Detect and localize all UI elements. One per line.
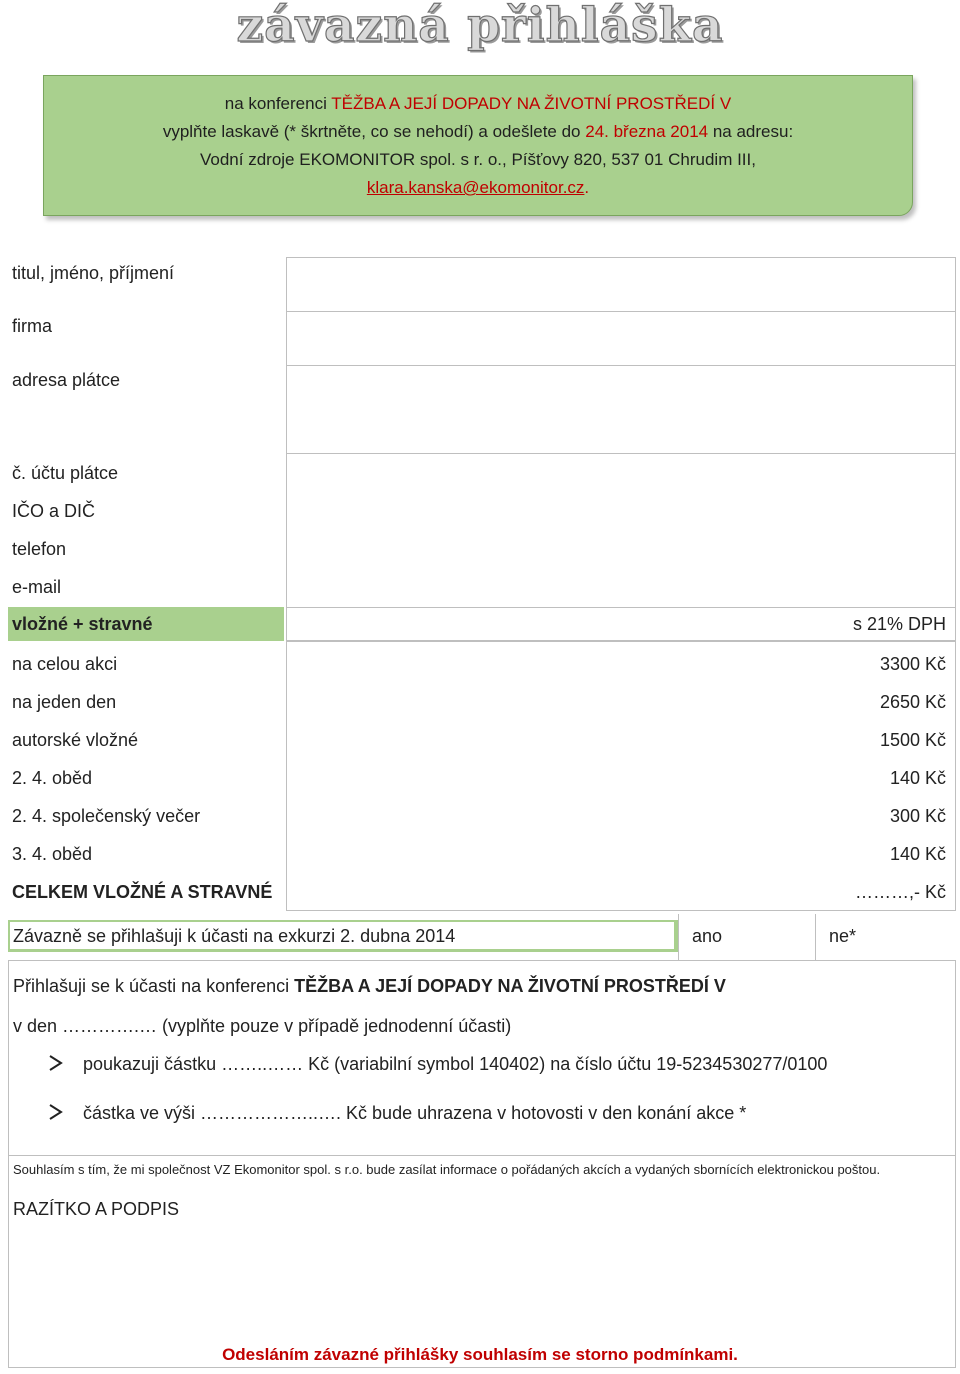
fee-label: na jeden den	[12, 692, 117, 712]
banner-line-2: vyplňte laskavě (* škrtněte, co se nehodí) a odešlete do 24. března 2014 na adresu:	[162, 122, 794, 141]
banner-line-3: Vodní zdroje EKOMONITOR spol. s r. o., Píšťovy 820, 537 01 Chrudim III,	[200, 150, 756, 169]
fee-price: 3300 Kč	[879, 654, 946, 674]
fee-label: 2. 4. oběd	[12, 768, 93, 788]
account-ico-phone-email-field[interactable]	[286, 453, 956, 613]
fees-header-price: s 21% DPH	[852, 614, 946, 634]
fee-label: 3. 4. oběd	[12, 844, 93, 864]
consent-text: Souhlasím s tím, že mi společnost VZ Ekomonitor spol. s r.o. bude zasílat informace o pořádaných akcích a vydaných sbornících elektronickou poštou.	[13, 1162, 881, 1177]
fee-label: 2. 4. společenský večer	[12, 806, 201, 826]
stamp-label: RAZÍTKO A PODPIS	[13, 1199, 180, 1219]
banner-line-4: klara.kanska@ekomonitor.cz.	[366, 178, 590, 197]
signature-section	[8, 1156, 956, 1368]
fees-header-label: vložné + stravné	[12, 614, 153, 634]
info-banner	[43, 75, 913, 216]
name-field[interactable]	[286, 257, 956, 312]
fee-price: 300 Kč	[889, 806, 946, 826]
ico-label: IČO a DIČ	[12, 501, 96, 521]
address-label: adresa plátce	[12, 370, 121, 390]
company-field[interactable]	[286, 311, 956, 366]
arrow-bullet-icon	[48, 1103, 64, 1126]
deadline-date: 24. března 2014	[585, 122, 709, 141]
payment-cash[interactable]: částka ve výši ………………..…. Kč bude uhrazena v hotovosti v den konání akce *	[83, 1103, 747, 1123]
address-field[interactable]	[286, 365, 956, 454]
registration-line-1: Přihlašuji se k účasti na konferenci TĚŽBA A JEJÍ DOPADY NA ŽIVOTNÍ PROSTŘEDÍ V	[13, 976, 726, 996]
registration-event: TĚŽBA A JEJÍ DOPADY NA ŽIVOTNÍ PROSTŘEDÍ V	[294, 976, 726, 996]
registration-line-2[interactable]: v den ………….… (vyplňte pouze v případě jednodenní účasti)	[13, 1016, 512, 1036]
storno-notice: Odesláním závazné přihlášky souhlasím se storno podmínkami.	[222, 1345, 738, 1364]
account-label: č. účtu plátce	[12, 463, 119, 483]
fee-label: autorské vložné	[12, 730, 139, 750]
fees-table[interactable]	[286, 641, 956, 911]
excursion-no[interactable]: ne*	[829, 926, 857, 946]
total-value[interactable]: ………,- Kč	[854, 882, 946, 902]
phone-label: telefon	[12, 539, 67, 559]
arrow-bullet-icon	[48, 1054, 64, 1077]
email-label: e-mail	[12, 577, 62, 597]
event-name: TĚŽBA A JEJÍ DOPADY NA ŽIVOTNÍ PROSTŘEDÍ V	[331, 94, 732, 113]
total-label: CELKEM VLOŽNÉ A STRAVNÉ	[12, 882, 273, 902]
fee-price: 140 Kč	[889, 768, 946, 788]
page-title: závazná přihláška	[236, 0, 724, 53]
fee-price: 2650 Kč	[879, 692, 946, 712]
fee-label: na celou akci	[12, 654, 118, 674]
fee-price: 140 Kč	[889, 844, 946, 864]
excursion-text: Závazně se přihlašuji k účasti na exkurzi 2. dubna 2014	[13, 926, 456, 946]
fee-price: 1500 Kč	[879, 730, 946, 750]
excursion-yes[interactable]: ano	[692, 926, 723, 946]
payment-transfer[interactable]: poukazuji částku ……..…… Kč (variabilní symbol 140402) na číslo účtu 19-5234530277/0100	[83, 1054, 828, 1074]
name-label: titul, jméno, příjmení	[12, 263, 175, 283]
email-link[interactable]: klara.kanska@ekomonitor.cz	[366, 178, 585, 197]
company-label: firma	[12, 316, 52, 336]
banner-line-1: na konferenci TĚŽBA A JEJÍ DOPADY NA ŽIVOTNÍ PROSTŘEDÍ V	[224, 94, 732, 113]
